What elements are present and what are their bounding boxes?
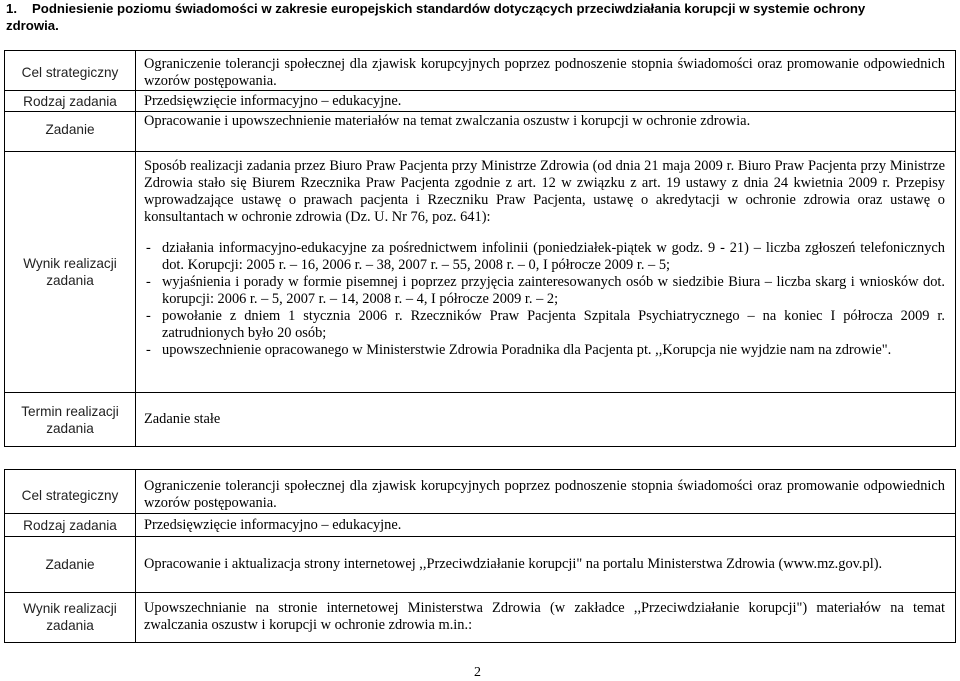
value-wynik-realizacji: Upowszechnianie na stronie internetowej Ministerstwa Zdrowia (w zakładce ,,Przeciwdziałanie korupcji") materiałów na temat zwalczania oszustw i korupcji w ochronie zdrowia m.in.: (136, 593, 956, 643)
wynik-intro: Sposób realizacji zadania przez Biuro Praw Pacjenta przy Ministrze Zdrowia (od dnia 21 maja 2009 r. Biuro Praw Pacjenta przy Ministrze Zdrowia stało się Biurem Rzecznika Praw Pacjenta zgodnie z art. 12 w związku z art. 19 ustawy z dnia 24 kwietnia 2009 r. Przepisy wprowadzające ustawę o prawach pacjenta i Rzeczniku Praw Pacjenta, ustawę o akredytacji w ochronie zdrowia oraz ustawę o konsultantach w ochronie zdrowia (Dz. U. Nr 76, poz. 641): (144, 158, 945, 225)
wynik-list (144, 240, 945, 359)
value-termin-realizacji: Zadanie stałe (136, 393, 956, 447)
list-item: - działania informacyjno-edukacyjne za pośrednictwem infolinii (poniedziałek-piątek w godz. 9 - 21) – liczba zgłoszeń telefonicznych dot. Korupcji: 2005 r. – 16, 2006 r. – 38, 2007 r. – 55, 2008 r. – 0, I półrocze 2009 r. – 5; (144, 240, 945, 274)
label-wynik-realizacji: Wynik realizacji zadania (5, 152, 136, 393)
label-rodzaj-zadania: Rodzaj zadania (5, 514, 136, 537)
section-title-continuation: zdrowia. (6, 18, 59, 33)
value-rodzaj-zadania: Przedsięwzięcie informacyjno – edukacyjne. (136, 91, 956, 112)
section-number: 1. (6, 1, 17, 16)
value-rodzaj-zadania: Przedsięwzięcie informacyjno – edukacyjne. (136, 514, 956, 537)
value-cel-strategiczny: Ograniczenie tolerancji społecznej dla zjawisk korupcyjnych poprzez podnoszenie stopnia świadomości oraz promowanie odpowiednich wzorów postępowania. (136, 470, 956, 514)
value-wynik-realizacji (136, 152, 956, 393)
label-zadanie: Zadanie (5, 112, 136, 152)
label-termin-realizacji: Termin realizacji zadania (5, 393, 136, 447)
value-cel-strategiczny: Ograniczenie tolerancji społecznej dla zjawisk korupcyjnych poprzez podnoszenie stopnia świadomości oraz promowanie odpowiednich wzorów postępowania. (136, 51, 956, 91)
list-item: - upowszechnienie opracowanego w Ministerstwie Zdrowia Poradnika dla Pacjenta pt. ,,Korupcja nie wyjdzie nam na zdrowie". (144, 342, 945, 359)
label-cel-strategiczny: Cel strategiczny (5, 51, 136, 91)
value-zadanie: Opracowanie i aktualizacja strony internetowej ,,Przeciwdziałanie korupcji" na portalu Ministerstwa Zdrowia (www.mz.gov.pl). (136, 537, 956, 593)
value-zadanie: Opracowanie i upowszechnienie materiałów na temat zwalczania oszustw i korupcji w ochronie zdrowia. (136, 112, 956, 152)
list-item: - powołanie z dniem 1 stycznia 2006 r. Rzeczników Praw Pacjenta Szpitala Psychiatrycznego – na koniec I półrocza 2009 r. zatrudnionych było 20 osób; (144, 308, 945, 342)
label-rodzaj-zadania: Rodzaj zadania (5, 91, 136, 112)
section-title: Podniesienie poziomu świadomości w zakresie europejskich standardów dotyczących przeciwdziałania korupcji w systemie ochrony (32, 1, 866, 16)
label-wynik-realizacji: Wynik realizacji zadania (5, 593, 136, 643)
task-table-2 (4, 469, 956, 643)
task-table-1 (4, 50, 956, 447)
section-heading (6, 0, 954, 34)
page-number: 2 (474, 665, 481, 680)
list-item: - wyjaśnienia i porady w formie pisemnej i poprzez przyjęcia zainteresowanych osób w siedzibie Biura – liczba skarg i wniosków dot. korupcji: 2006 r. – 5, 2007 r. – 14, 2008 r. – 4, I półrocze 2009 r. – 2; (144, 274, 945, 308)
label-cel-strategiczny: Cel strategiczny (5, 470, 136, 514)
label-zadanie: Zadanie (5, 537, 136, 593)
